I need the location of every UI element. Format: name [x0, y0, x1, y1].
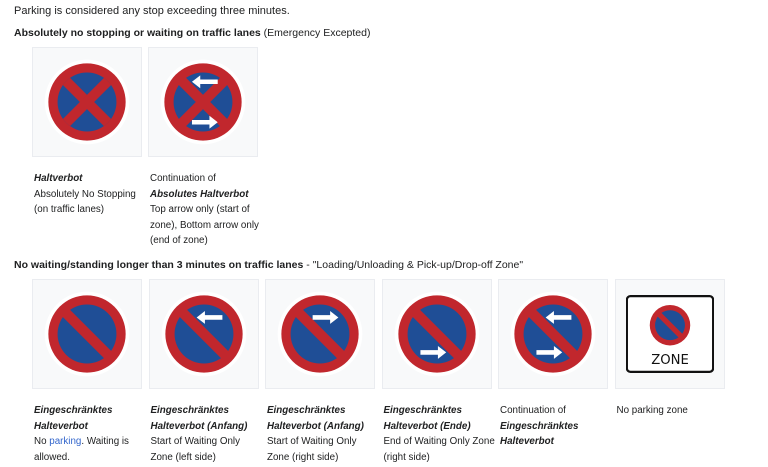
- gallery-item: [615, 279, 732, 465]
- image-box[interactable]: [498, 279, 608, 389]
- caption-title: Eingeschränktes Halteverbot: [500, 420, 579, 448]
- gallery-item: [498, 279, 615, 465]
- desc-post: . Waiting is allowed.: [34, 436, 129, 463]
- caption-desc: Start of Waiting Only Zone (right side): [267, 436, 357, 463]
- heading-rest: (Emergency Excepted): [260, 27, 371, 39]
- gallery-item: [149, 279, 266, 465]
- heading-bold: Absolutely no stopping or waiting on traffic lanes: [14, 27, 261, 39]
- gallery-item: [148, 47, 264, 249]
- caption-title: Absolutes Haltverbot: [150, 188, 249, 200]
- caption-desc: [34, 434, 146, 465]
- gallery-no-waiting: [32, 279, 731, 465]
- image-box[interactable]: [32, 279, 142, 389]
- no-waiting-sign-icon: [41, 288, 133, 380]
- heading-bold: No waiting/standing longer than 3 minutes on traffic lanes: [14, 259, 304, 271]
- caption: [498, 403, 612, 450]
- caption: [149, 403, 263, 465]
- caption: [265, 403, 379, 465]
- caption-pre: Continuation of: [150, 173, 216, 184]
- intro-text: Parking is considered any stop exceeding three minutes.: [14, 5, 290, 17]
- gallery-item: [265, 279, 382, 465]
- no-parking-zone-sign-icon: [626, 290, 714, 378]
- section-heading-no-waiting: [14, 259, 523, 271]
- section-heading-no-stopping: [14, 27, 370, 39]
- caption-desc: Start of Waiting Only Zone (left side): [150, 436, 240, 463]
- caption-title: Eingeschränktes Halteverbot: [34, 405, 113, 432]
- parking-link[interactable]: parking: [49, 436, 82, 448]
- gallery-item: [382, 279, 499, 465]
- image-box[interactable]: [32, 47, 142, 157]
- caption-title: Eingeschränktes Halteverbot (Anfang): [150, 405, 248, 432]
- image-box[interactable]: [149, 279, 259, 389]
- heading-rest: - "Loading/Unloading & Pick-up/Drop-off Zone": [303, 259, 524, 271]
- image-box[interactable]: [615, 279, 725, 389]
- no-waiting-start-left-sign-icon: [158, 288, 250, 380]
- caption: [148, 171, 262, 249]
- no-waiting-end-sign-icon: [391, 288, 483, 380]
- gallery-item: [32, 279, 149, 465]
- no-waiting-continuation-sign-icon: [507, 288, 599, 380]
- gallery-no-stopping: [32, 47, 264, 249]
- no-stopping-continuation-sign-icon: [157, 56, 249, 148]
- caption-desc: Absolutely No Stopping (on traffic lanes): [34, 188, 136, 216]
- caption-title: Haltverbot: [34, 173, 83, 184]
- image-box[interactable]: [148, 47, 258, 157]
- caption-desc: End of Waiting Only Zone (right side): [383, 436, 495, 463]
- caption: [615, 403, 729, 419]
- no-waiting-start-right-sign-icon: [274, 288, 366, 380]
- gallery-item: [32, 47, 148, 249]
- no-stopping-sign-icon: [41, 56, 133, 148]
- caption-desc: No parking zone: [616, 405, 688, 416]
- desc-pre: No: [34, 436, 50, 448]
- image-box[interactable]: [382, 279, 492, 389]
- caption: [382, 403, 496, 465]
- image-box[interactable]: [265, 279, 375, 389]
- caption-desc: Top arrow only (start of zone), Bottom arrow only (end of zone): [150, 204, 259, 247]
- caption-title: Eingeschränktes Halteverbot (Ende): [383, 405, 471, 432]
- zone-label: ZONE: [650, 352, 689, 368]
- caption-title: Eingeschränktes Halteverbot (Anfang): [267, 405, 364, 432]
- caption-pre: Continuation of: [500, 405, 566, 416]
- caption: [32, 403, 146, 465]
- caption: [32, 171, 146, 218]
